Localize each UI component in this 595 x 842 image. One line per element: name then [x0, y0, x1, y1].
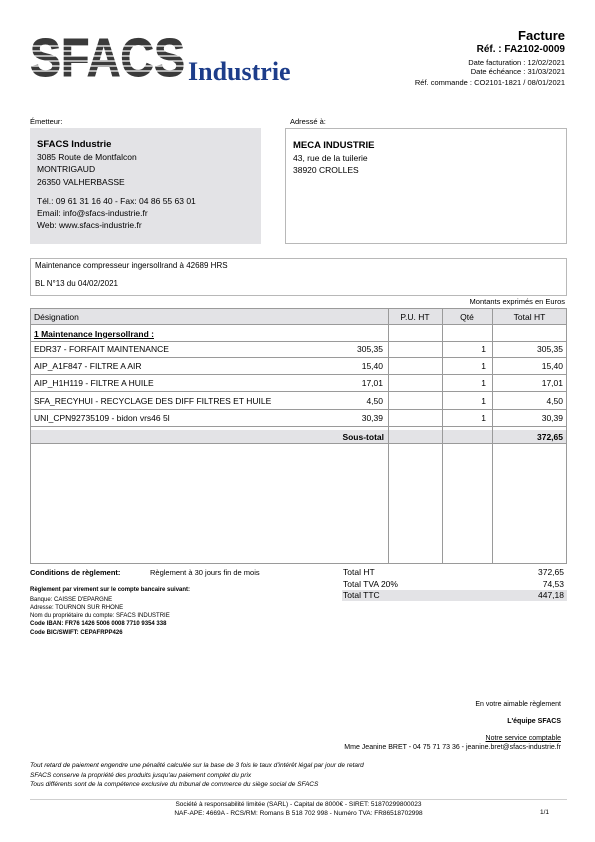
line-designation: SFA_RECYHUI - RECYCLAGE DES DIFF FILTRES ET HUILE: [34, 395, 272, 406]
footer-divider: [30, 799, 567, 800]
row-separator: [31, 357, 566, 358]
section-title: 1 Maintenance Ingersollrand :: [34, 329, 154, 339]
subtotal-row: [31, 430, 566, 444]
issuer-label: Émetteur:: [30, 117, 63, 126]
line-quantity: 1: [481, 344, 486, 354]
recipient-box: [285, 128, 567, 244]
line-designation: UNI_CPN92735109 - bidon vrs46 5l: [34, 412, 170, 423]
line-quantity: 1: [481, 378, 486, 389]
due-date: Date échéance : 31/03/2021: [470, 67, 565, 76]
payment-conditions-label: Conditions de règlement:: [30, 568, 121, 577]
header-quantity: Qté: [460, 312, 474, 322]
total-tva-value: 74,53: [542, 579, 564, 589]
footer: [30, 801, 567, 818]
row-separator: [31, 409, 566, 410]
legal-line1: Tout retard de paiement engendre une pénalité calculée sur la base de 3 fois le taux d'intérêt légal par jour de retard: [30, 762, 364, 769]
issuer-address-line2: MONTRIGAUD: [37, 164, 96, 175]
line-unit-price: 17,01: [361, 378, 383, 389]
invoice-reference: Réf. : FA2102-0009: [476, 44, 565, 55]
line-total: 15,40: [541, 361, 563, 372]
line-quantity: 1: [481, 395, 486, 406]
line-quantity: 1: [481, 361, 486, 372]
header-unit-price: P.U. HT: [400, 312, 430, 322]
payment-conditions-value: Règlement à 30 jours fin de mois: [150, 568, 260, 577]
row-separator: [31, 426, 566, 427]
issuer-website: Web: www.sfacs-industrie.fr: [37, 220, 142, 231]
logo-subtext: Industrie: [188, 57, 291, 86]
legal-line3: Tous différents sont de la compétence exclusive du tribunal de commerce du siège social de SFACS: [30, 781, 319, 788]
subtotal-label: Sous-total: [342, 432, 384, 442]
issuer-phone: Tél.: 09 61 31 16 40 - Fax: 04 86 55 63 01: [37, 195, 196, 206]
bank-name: Banque: CAISSE D'EPARGNE: [30, 597, 113, 603]
subtotal-value: 372,65: [537, 432, 563, 442]
line-designation: AIP_A1F847 - FILTRE A AIR: [34, 361, 142, 372]
order-reference: Réf. commande : CO2101-1821 / 08/01/2021: [414, 78, 565, 87]
total-tva-label: Total TVA 20%: [343, 579, 398, 589]
accounting-contact: Mme Jeanine BRET - 04 75 71 73 36 - jeanine.bret@sfacs-industrie.fr: [344, 744, 561, 751]
line-unit-price: 15,40: [361, 361, 383, 372]
recipient-address-line2: 38920 CROLLES: [293, 165, 359, 176]
total-ttc-label: Total TTC: [343, 590, 380, 600]
legal-line2: SFACS conserve la propriété des produits jusqu'au paiement complet du prix: [30, 771, 252, 779]
bank-address: Adresse: TOURNON SUR RHONE: [30, 605, 124, 611]
description-line1: Maintenance compresseur ingersollrand à 42689 HRS: [35, 261, 228, 270]
issuer-email: Email: info@sfacs-industrie.fr: [37, 208, 148, 219]
page-number: 1/1: [539, 809, 549, 816]
footer-line1: Société à responsabilité limitée (SARL) - Capital de 8000€ - SIRET: 51870299800023: [175, 801, 422, 808]
bank-transfer-title: Règlement par virement sur le compte bancaire suivant:: [30, 587, 191, 593]
signature-team: L'équipe SFACS: [507, 718, 561, 725]
line-total: 4,50: [546, 395, 563, 406]
recipient-address-line1: 43, rue de la tuilerie: [293, 153, 368, 164]
accounting-service: Notre service comptable: [485, 735, 561, 742]
line-designation: EDR37 - FORFAIT MAINTENANCE: [34, 344, 169, 354]
logo-text: SFACS: [30, 28, 185, 88]
total-ttc-value: 447,18: [538, 590, 564, 600]
line-total: 17,01: [541, 378, 563, 389]
recipient-label: Adressé à:: [290, 117, 326, 126]
row-separator: [31, 374, 566, 375]
account-owner: Nom du propriétaire du compte: SFACS INDUSTRIE: [30, 613, 170, 619]
document-type: Facture: [518, 28, 565, 43]
line-total: 30,39: [541, 412, 563, 423]
recipient-name: MECA INDUSTRIE: [293, 140, 375, 151]
footer-line2: NAF-APE: 4669A - RCS/RM: Romans B 518 702 998 - Numéro TVA: FR86518702998: [174, 809, 423, 817]
line-unit-price: 30,39: [361, 412, 383, 423]
total-tva-row: [342, 579, 567, 590]
line-total: 305,35: [537, 344, 563, 354]
issuer-name: SFACS Industrie: [37, 139, 112, 150]
company-logo-graphic: [30, 28, 320, 88]
total-ht-value: 372,65: [538, 567, 564, 577]
row-separator: [31, 391, 566, 392]
header-designation: Désignation: [34, 312, 79, 322]
issuer-box: [30, 128, 261, 244]
iban: Code IBAN: FR76 1426 5006 0008 7710 9354 338: [30, 621, 167, 627]
total-ht-row: [342, 567, 567, 578]
header-total: Total HT: [513, 312, 546, 322]
invoice-date: Date facturation : 12/02/2021: [468, 58, 565, 67]
issuer-address-line1: 3085 Route de Montfalcon: [37, 152, 137, 163]
total-ht-label: Total HT: [343, 567, 375, 577]
company-logo: [30, 28, 320, 88]
issuer-address-line3: 26350 VALHERBASSE: [37, 176, 125, 187]
line-unit-price: 305,35: [357, 344, 383, 354]
delivery-note: BL N°13 du 04/02/2021: [35, 279, 118, 288]
description-box: [30, 258, 567, 296]
closing-greeting: En votre aimable règlement: [475, 701, 561, 708]
invoice-lines-table: [30, 308, 567, 564]
bic-swift: Code BIC/SWIFT: CEPAFRPP426: [30, 630, 123, 636]
line-unit-price: 4,50: [366, 395, 383, 406]
total-ttc-row: [342, 590, 567, 601]
legal-mentions: [30, 761, 364, 790]
line-quantity: 1: [481, 412, 486, 423]
currency-note: Montants exprimés en Euros: [469, 297, 565, 306]
line-designation: AIP_H1H119 - FILTRE A HUILE: [34, 378, 154, 389]
